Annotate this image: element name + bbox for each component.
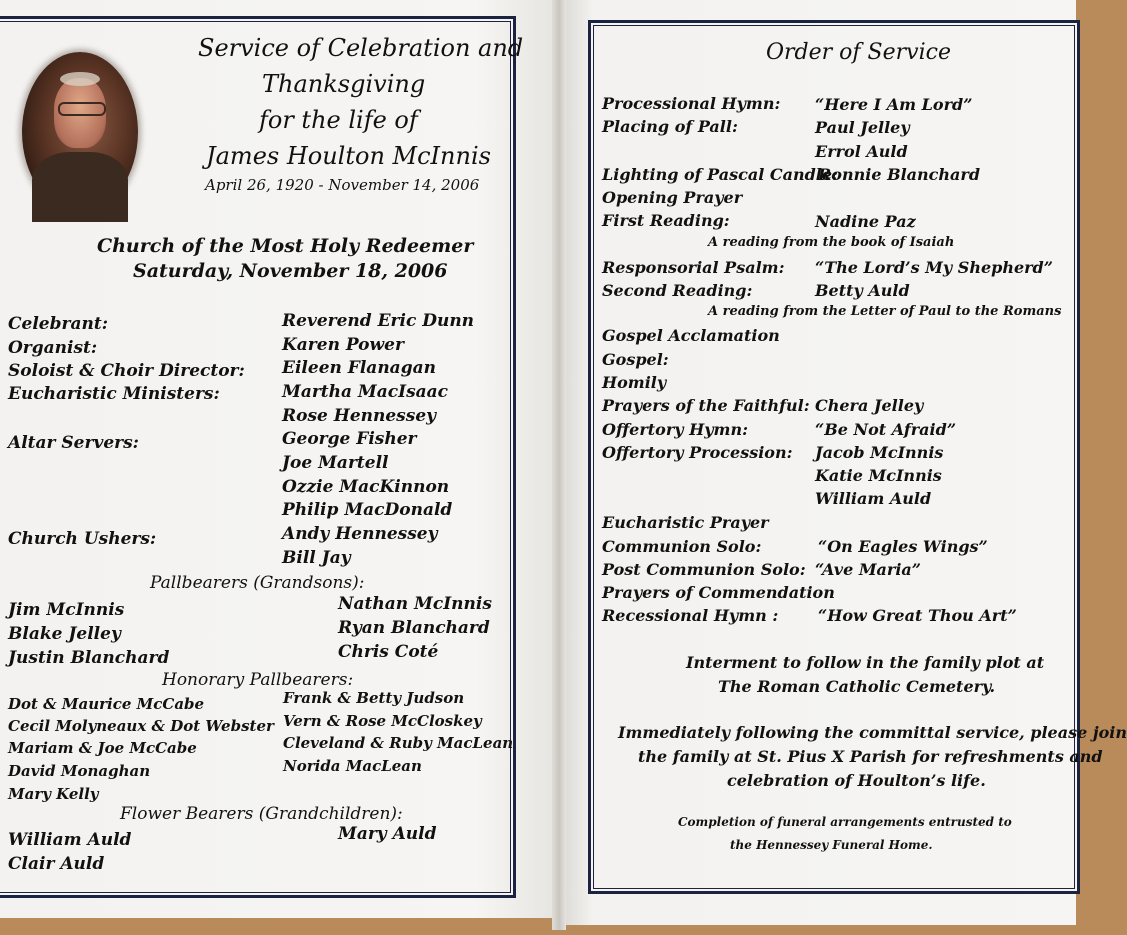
service-label: Prayers of Commendation (602, 583, 835, 602)
flower-bearer-name: William Auld (8, 830, 132, 850)
pallbearer-name: Ryan Blanchard (338, 618, 490, 638)
booklet-fold (552, 0, 566, 930)
title-line-1: Service of Celebration and (198, 34, 524, 62)
church-name: Church of the Most Holy Redeemer (97, 235, 474, 257)
flower-bearer-name: Mary Auld (338, 824, 437, 844)
service-value: Katie McInnis (815, 466, 942, 485)
title-line-2: Thanksgiving (262, 70, 426, 98)
honorary-name: Mariam & Joe McCabe (8, 739, 197, 757)
service-value: Ronnie Blanchard (818, 165, 981, 184)
role-name: Rose Hennessey (282, 406, 437, 426)
role-name: Joe Martell (282, 453, 389, 473)
service-value: “Ave Maria” (815, 560, 921, 579)
role-name: Andy Hennessey (282, 524, 438, 544)
honorary-heading: Honorary Pallbearers: (162, 670, 354, 690)
service-value: Errol Auld (815, 142, 908, 161)
role-label: Soloist & Choir Director: (8, 361, 245, 381)
role-name: Martha MacIsaac (282, 382, 449, 402)
portrait-photo (22, 52, 138, 212)
pallbearer-name: Blake Jelley (8, 624, 121, 644)
honorary-name: Norida MacLean (283, 757, 422, 775)
pallbearer-name: Jim McInnis (8, 600, 125, 620)
service-value: Nadine Paz (815, 212, 916, 231)
service-label: Recessional Hymn : (602, 606, 779, 625)
pallbearer-name: Justin Blanchard (8, 648, 170, 668)
funeral-home-line-1: Completion of funeral arrangements entrusted to (678, 815, 1012, 829)
reading-note: A reading from the Letter of Paul to the Romans (708, 304, 1062, 319)
service-value: “On Eagles Wings” (818, 537, 988, 556)
reading-note: A reading from the book of Isaiah (708, 235, 955, 250)
deceased-name: James Houlton McInnis (206, 142, 491, 170)
service-label: Placing of Pall: (602, 117, 738, 136)
role-label: Organist: (8, 338, 98, 358)
service-label: Offertory Hymn: (602, 420, 749, 439)
service-label: Opening Prayer (602, 188, 743, 207)
reception-line-1: Immediately following the committal service, please join (618, 723, 1127, 742)
flower-bearers-heading: Flower Bearers (Grandchildren): (120, 804, 403, 824)
reception-line-2: the family at St. Pius X Parish for refreshments and (638, 747, 1103, 766)
honorary-name: Dot & Maurice McCabe (8, 695, 205, 713)
role-name: Reverend Eric Dunn (282, 311, 475, 331)
role-name: Eileen Flanagan (282, 358, 436, 378)
flower-bearer-name: Clair Auld (8, 854, 105, 874)
service-value: “How Great Thou Art” (818, 606, 1017, 625)
pallbearer-name: Chris Coté (338, 642, 439, 662)
service-label: Homily (602, 373, 667, 392)
honorary-name: Vern & Rose McCloskey (283, 712, 482, 730)
role-name: Ozzie MacKinnon (282, 477, 450, 497)
pallbearer-name: Nathan McInnis (338, 594, 492, 614)
role-name: Philip MacDonald (282, 500, 453, 520)
service-value: Paul Jelley (815, 118, 910, 137)
role-label: Celebrant: (8, 314, 108, 334)
service-label: Offertory Procession: (602, 443, 793, 462)
service-value: “The Lord’s My Shepherd” (815, 258, 1053, 277)
service-date: Saturday, November 18, 2006 (133, 260, 448, 282)
role-name: Bill Jay (282, 548, 351, 568)
service-label: Responsorial Psalm: (602, 258, 785, 277)
service-label: Prayers of the Faithful: (602, 396, 810, 415)
title-line-3: for the life of (259, 106, 418, 134)
service-label: Gospel Acclamation (602, 326, 780, 345)
interment-line-2: The Roman Catholic Cemetery. (718, 677, 996, 696)
pallbearers-heading: Pallbearers (Grandsons): (150, 573, 365, 593)
service-value: Jacob McInnis (815, 443, 944, 462)
honorary-name: Cecil Molyneaux & Dot Webster (8, 717, 274, 735)
service-label: Processional Hymn: (602, 94, 781, 113)
interment-line-1: Interment to follow in the family plot at (686, 653, 1045, 672)
reception-line-3: celebration of Houlton’s life. (727, 771, 986, 790)
service-value: Chera Jelley (815, 396, 924, 415)
service-value: Betty Auld (815, 281, 910, 300)
honorary-name: Cleveland & Ruby MacLean (283, 734, 514, 752)
honorary-name: David Monaghan (8, 762, 151, 780)
service-label: Second Reading: (602, 281, 753, 300)
role-name: George Fisher (282, 429, 417, 449)
service-label: Eucharistic Prayer (602, 513, 769, 532)
service-label: Lighting of Pascal Candle: (602, 165, 838, 184)
order-of-service-heading: Order of Service (766, 40, 951, 65)
service-label: Gospel: (602, 350, 669, 369)
life-dates: April 26, 1920 - November 14, 2006 (205, 176, 480, 194)
role-label: Altar Servers: (8, 433, 139, 453)
service-label: First Reading: (602, 211, 730, 230)
honorary-name: Mary Kelly (8, 785, 99, 803)
honorary-name: Frank & Betty Judson (283, 689, 465, 707)
service-value: “Be Not Afraid” (815, 420, 957, 439)
role-name: Karen Power (282, 335, 404, 355)
service-value: William Auld (815, 489, 932, 508)
funeral-home-line-2: the Hennessey Funeral Home. (730, 838, 933, 852)
role-label: Church Ushers: (8, 529, 157, 549)
service-value: “Here I Am Lord” (815, 95, 973, 114)
service-label: Post Communion Solo: (602, 560, 806, 579)
service-label: Communion Solo: (602, 537, 762, 556)
role-label: Eucharistic Ministers: (8, 384, 220, 404)
